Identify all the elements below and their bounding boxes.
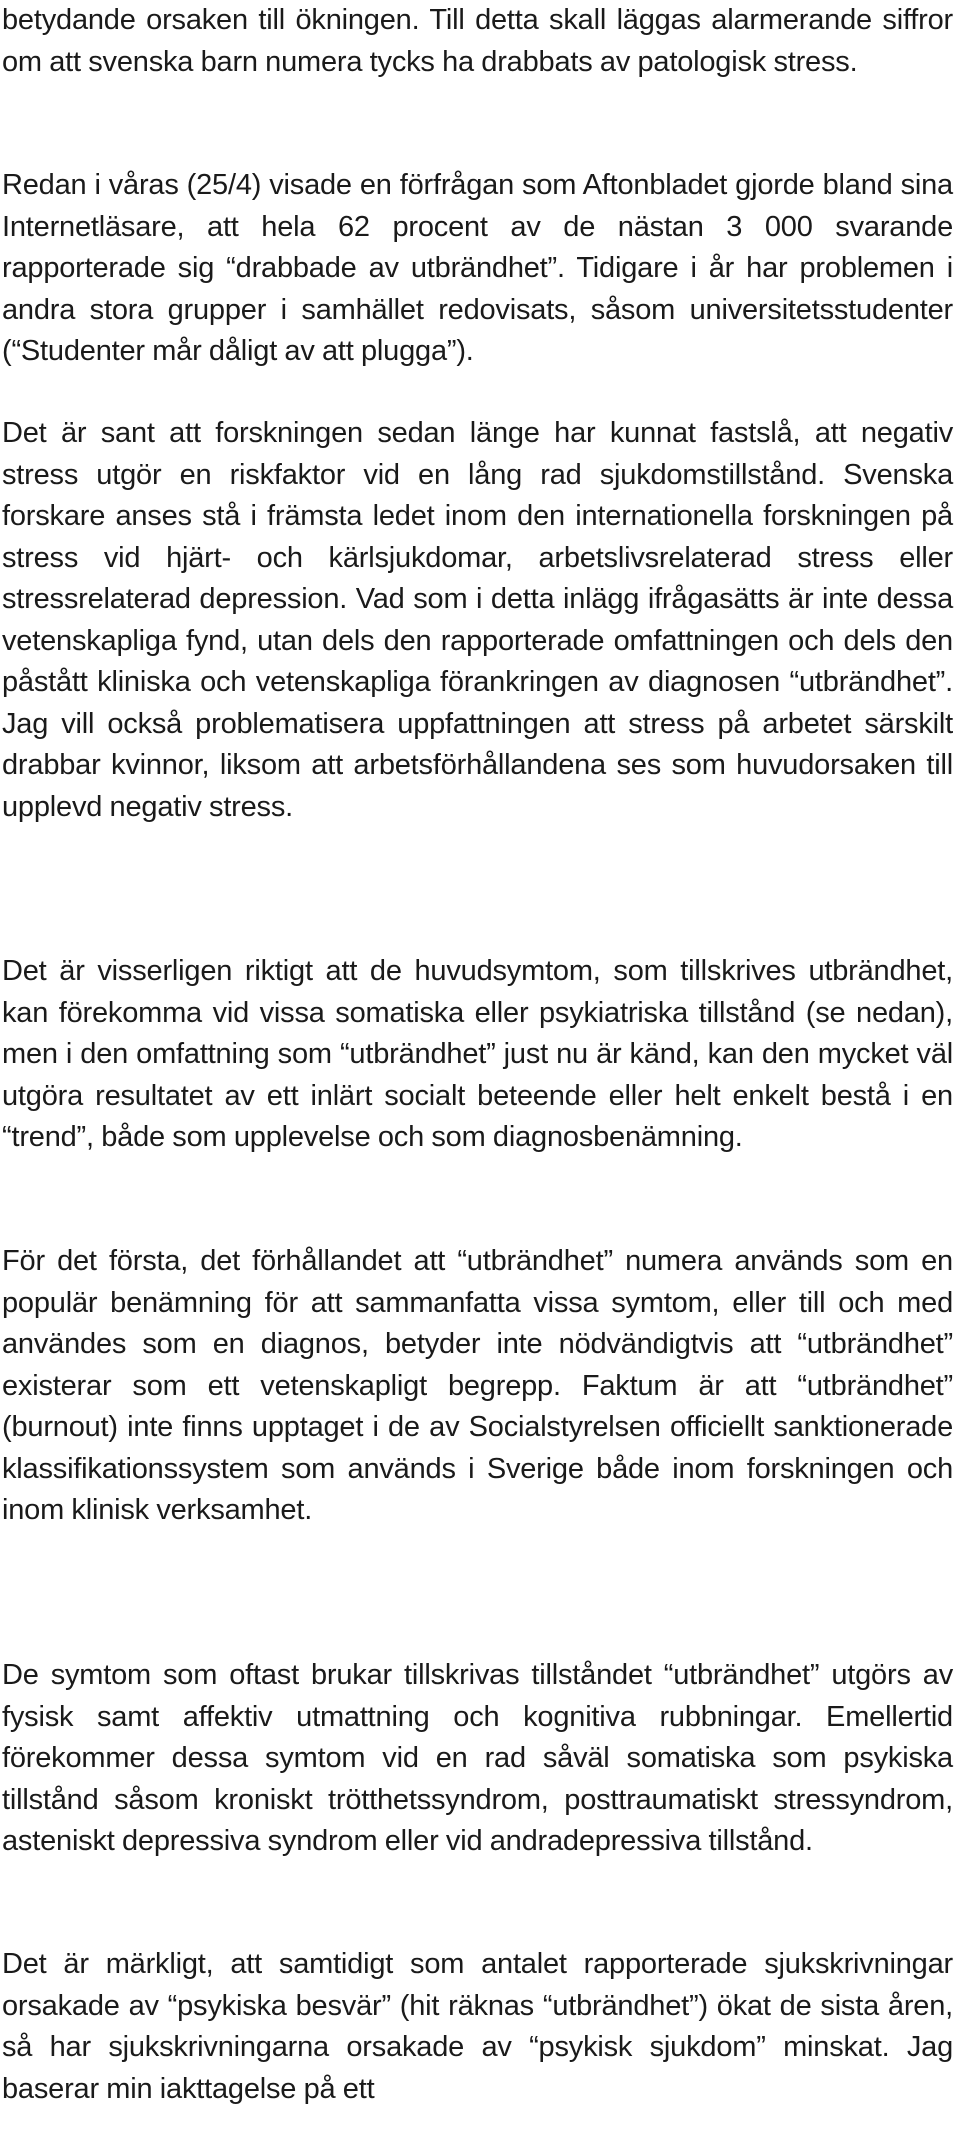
paragraph-1: betydande orsaken till ökningen. Till detta skall läggas alarmerande siffror om att svenska barn numera tycks ha drabbats av patologisk stress. <box>2 4 953 78</box>
paragraph-7: Det är märkligt, att samtidigt som antalet rapporterade sjukskrivningar orsakade av “psykiska besvär” (hit räknas “utbrändhet”) ökat de sista åren, så har sjukskrivningarna orsakade av “psykisk sjukdom” minskat. Jag baserar min iakttagelse på ett <box>2 1948 953 2105</box>
paragraph-2: Redan i våras (25/4) visade en förfrågan som Aftonbladet gjorde bland sina Internetläsare, att hela 62 procent av de nästan 3 000 svarande rapporterade sig “drabbade av utbrändhet”. Tidigare i år har problemen i andra stora grupper i samhället redovisats, såsom universitetsstudenter (“Studenter mår dåligt av att plugga”). <box>2 169 953 367</box>
paragraph-6: De symtom som oftast brukar tillskrivas tillståndet “utbrändhet” utgörs av fysisk samt affektiv utmattning och kognitiva rubbningar. Emellertid förekommer dessa symtom vid en rad såväl somatiska som psykiska tillstånd såsom kroniskt trötthetssyndrom, posttraumatiskt stressyndrom, asteniskt depressiva syndrom eller vid andradepressiva tillstånd. <box>2 1659 953 1857</box>
paragraph-3: Det är sant att forskningen sedan länge har kunnat fastslå, att negativ stress utgör en riskfaktor vid en lång rad sjukdomstillstånd. Svenska forskare anses stå i främsta ledet inom den internationella forskningen på stress vid hjärt- och kärlsjukdomar, arbetslivsrelaterad stress eller stressrelaterad depression. Vad som i detta inlägg ifrågasätts är inte dessa vetenskapliga fynd, utan dels den rapporterade omfattningen och dels den påstått kliniska och vetenskapliga förankringen av diagnosen “utbrändhet”. Jag vill också problematisera uppfattningen att stress på arbetet särskilt drabbar kvinnor, liksom att arbetsförhållandena ses som huvudorsaken till upplevd negativ stress. <box>2 417 953 823</box>
paragraph-4: Det är visserligen riktigt att de huvudsymtom, som tillskrives utbrändhet, kan förekomma vid vissa somatiska eller psykiatriska tillstånd (se nedan), men i den omfattning som “utbrändhet” just nu är känd, kan den mycket väl utgöra resultatet av ett inlärt socialt beteende eller helt enkelt bestå i en “trend”, både som upplevelse och som diagnosbenämning. <box>2 955 953 1153</box>
paragraph-5: För det första, det förhållandet att “utbrändhet” numera används som en populär benämning för att sammanfatta vissa symtom, eller till och med användes som en diagnos, betyder inte nödvändigtvis att “utbrändhet” existerar som ett vetenskapligt begrepp. Faktum är att “utbrändhet” (burnout) inte finns upptaget i de av Socialstyrelsen officiellt sanktionerade klassifikationssystem som används i Sverige både inom forskningen och inom klinisk verksamhet. <box>2 1245 953 1526</box>
